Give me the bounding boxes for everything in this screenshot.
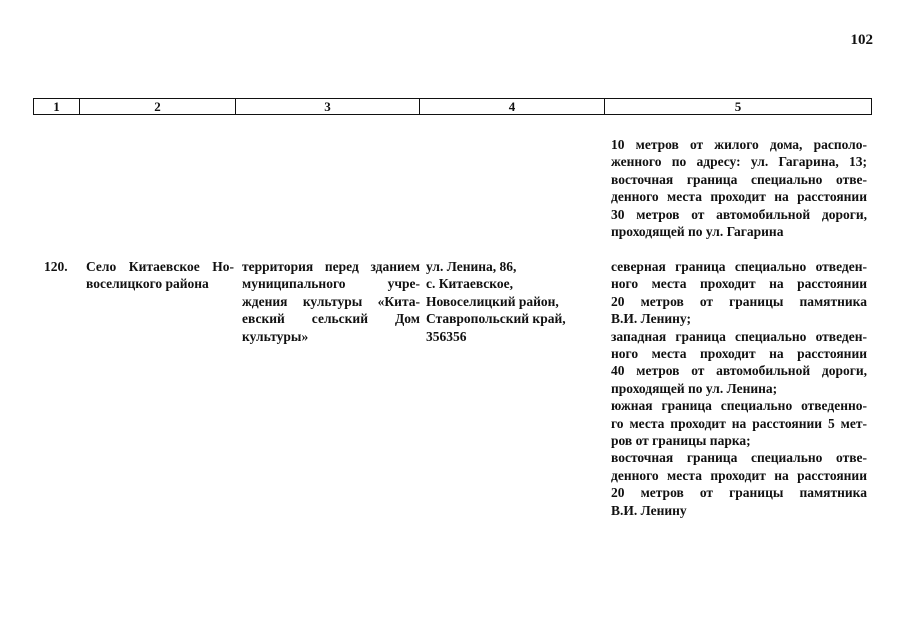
text-line: восточная граница специально отве- — [611, 171, 867, 187]
text-line: ного места проходит на расстоянии — [611, 346, 867, 362]
text-line: денного места проходит на расстоянии — [611, 467, 867, 483]
text-line: культуры» — [242, 328, 309, 344]
continued-boundary-description — [611, 136, 867, 240]
territory-description — [242, 258, 420, 345]
text-line: северная граница специально отведен- — [611, 259, 867, 274]
row-number: 120. — [44, 259, 68, 274]
text-line: с. Китаевское, — [426, 276, 514, 292]
text-line: Село Китаевское Но- — [86, 259, 234, 274]
text-line: южная граница специально отведенно- — [611, 398, 867, 414]
page-number: 102 — [850, 32, 873, 48]
column-header-3: 3 — [236, 99, 420, 115]
column-number-header — [33, 98, 872, 115]
boundary-description — [611, 258, 867, 519]
text-line: евский сельский Дом — [242, 311, 420, 327]
text-line: ул. Ленина, 86, — [426, 259, 517, 274]
column-header-1: 1 — [34, 99, 80, 115]
text-line: проходящей по ул. Ленина; — [611, 380, 778, 396]
text-line: В.И. Ленину; — [611, 311, 691, 327]
text-line: 10 метров от жилого дома, располо- — [611, 137, 867, 152]
settlement-name — [86, 258, 234, 293]
text-line: проходящей по ул. Гагарина — [611, 224, 784, 240]
text-line: западная граница специально отведен- — [611, 328, 867, 344]
text-line: ров от границы парка; — [611, 433, 751, 449]
text-line: ного места проходит на расстоянии — [611, 276, 867, 292]
column-header-5: 5 — [605, 99, 872, 115]
text-line: территория перед зданием — [242, 259, 420, 274]
text-line: 30 метров от автомобильной дороги, — [611, 206, 867, 222]
column-header-2: 2 — [80, 99, 236, 115]
text-line: 20 метров от границы памятника — [611, 293, 867, 309]
text-line: денного места проходит на расстоянии — [611, 189, 867, 205]
text-line: Новоселицкий район, — [426, 293, 559, 309]
text-line: 40 метров от автомобильной дороги, — [611, 363, 867, 379]
column-header-4: 4 — [420, 99, 605, 115]
text-line: воселицкого района — [86, 276, 209, 292]
text-line: 20 метров от границы памятника — [611, 485, 867, 501]
text-line: 356356 — [426, 328, 467, 344]
text-line: муниципального учре- — [242, 276, 420, 292]
text-line: Ставропольский край, — [426, 311, 566, 327]
address — [426, 258, 596, 345]
text-line: ждения культуры «Кита- — [242, 293, 420, 309]
text-line: женного по адресу: ул. Гагарина, 13; — [611, 154, 867, 170]
text-line: го места проходит на расстоянии 5 мет- — [611, 415, 867, 431]
text-line: В.И. Ленину — [611, 502, 687, 518]
text-line: восточная граница специально отве- — [611, 450, 867, 466]
